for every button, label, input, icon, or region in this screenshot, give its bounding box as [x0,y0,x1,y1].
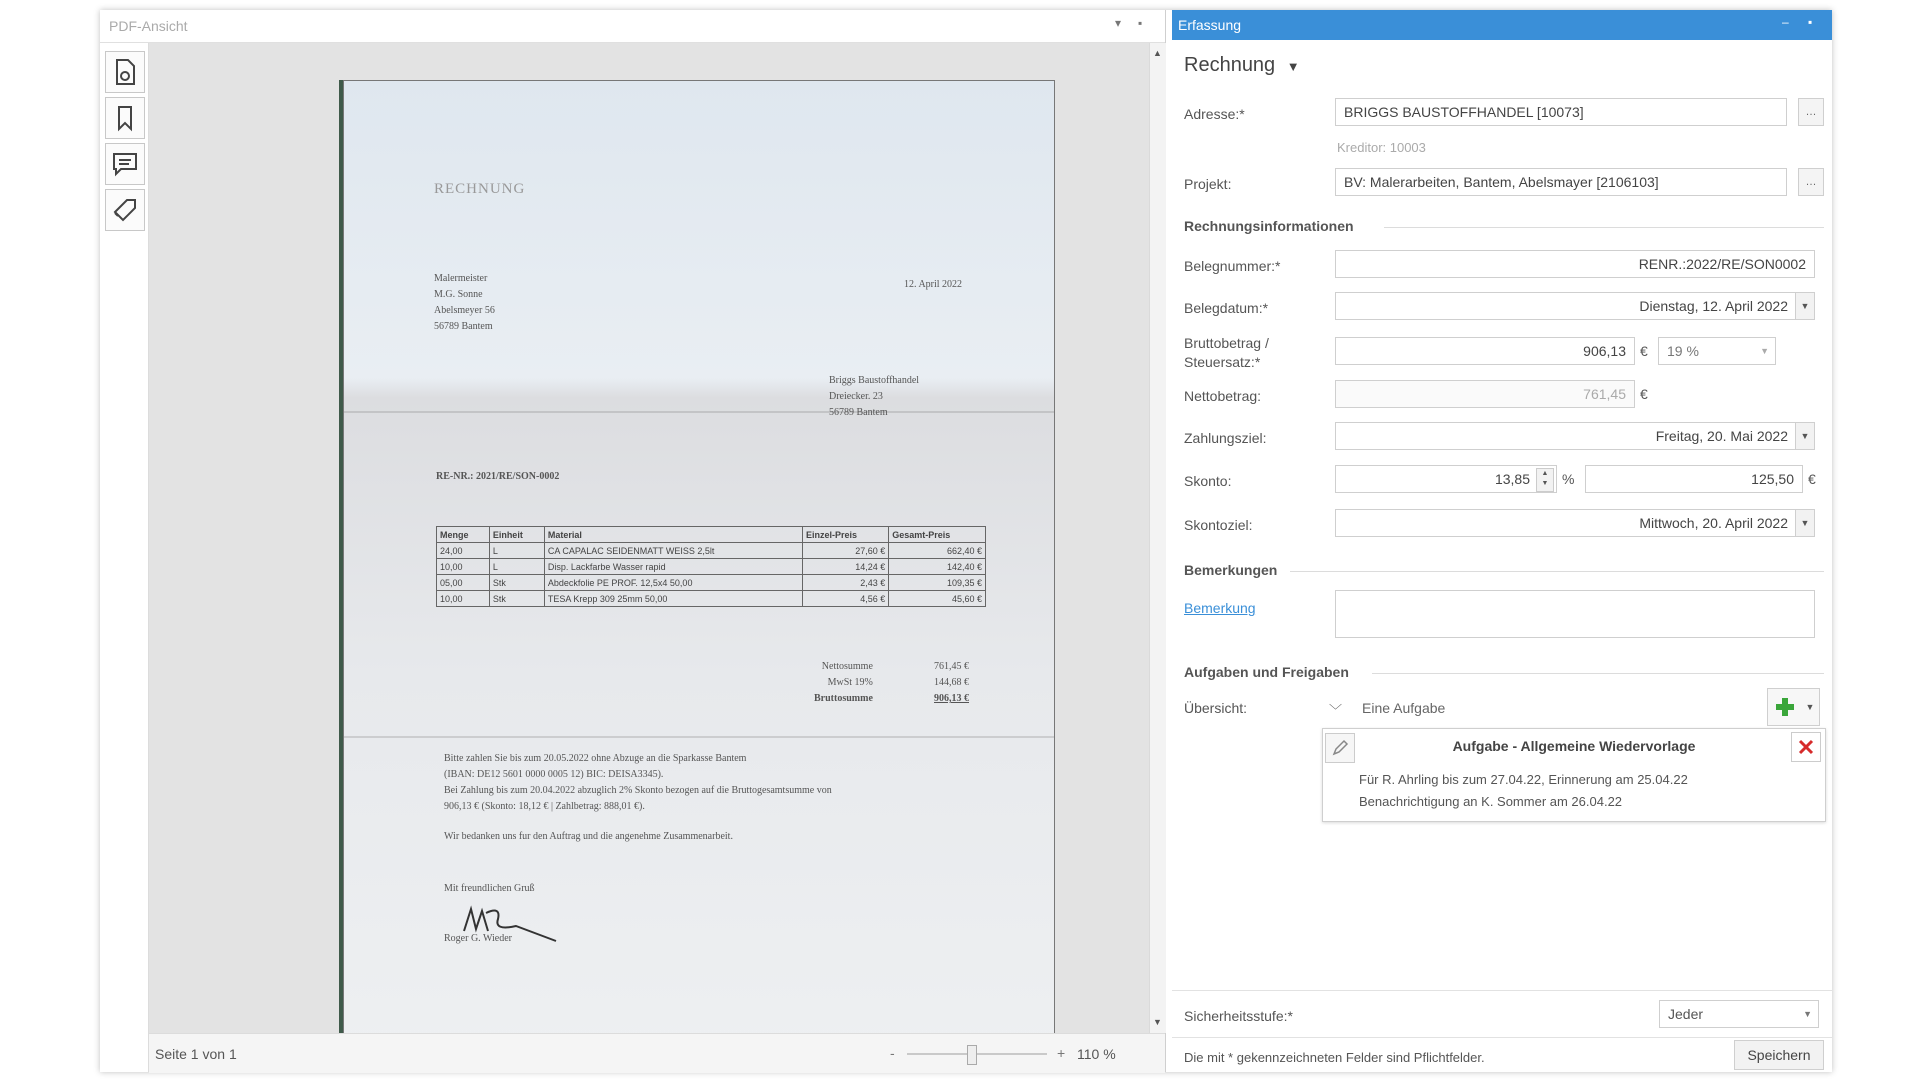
zoom-out-button[interactable]: - [890,1045,895,1061]
discount-amount-field[interactable]: 125,50 [1585,465,1803,493]
receipt-number-label: Belegnummer:* [1184,258,1281,274]
add-task-menu-button[interactable]: ▼ [1801,688,1820,726]
chevron-down-icon: ▼ [1286,59,1300,74]
currency-symbol: € [1808,471,1816,487]
close-icon [1797,738,1815,756]
currency-symbol: € [1640,386,1648,402]
chevron-down-icon[interactable]: ▼ [1795,510,1814,536]
net-amount-field: 761,45 [1335,380,1635,408]
zoom-in-button[interactable]: + [1057,1045,1066,1061]
currency-symbol: € [1640,343,1648,359]
add-task-button[interactable] [1767,688,1803,726]
doc-type-label: Rechnung [1184,54,1276,76]
divider [1372,673,1824,674]
tax-rate-value: 19 % [1667,343,1699,359]
security-level-label: Sicherheitsstufe:* [1184,1008,1293,1024]
task-details [1359,769,1688,813]
form-title: Erfassung [1178,17,1242,33]
zoom-level: 110 % [1077,1046,1116,1062]
pdf-viewport[interactable] [149,43,1149,1033]
zoom-slider-thumb[interactable] [967,1045,977,1065]
table-header: Einzel-Preis [802,527,888,543]
task-line: Für R. Ahrling bis zum 27.04.22, Erinnerung am 25.04.22 [1359,772,1688,787]
receipt-date-value: Dienstag, 12. April 2022 [1639,298,1788,314]
pin-icon[interactable]: ▪ [1808,15,1813,29]
divider [1384,227,1824,228]
divider [1172,1037,1832,1038]
remark-link[interactable]: Bemerkung [1184,600,1256,616]
discount-target-field[interactable] [1335,509,1815,537]
save-button[interactable]: Speichern [1734,1040,1824,1070]
table-row: 05,00 Stk Abdeckfolie PE PROF. 12,5x4 50,00 2,43 € 109,35 € [437,575,986,591]
task-line: Benachrichtigung an K. Sommer am 26.04.22 [1359,794,1623,809]
receipt-date-field[interactable] [1335,292,1815,320]
scroll-down-icon[interactable]: ▼ [1153,1017,1162,1027]
task-title: Aufgabe - Allgemeine Wiedervorlage [1452,738,1696,754]
security-level-select[interactable] [1659,1000,1819,1028]
discount-label: Skonto: [1184,473,1232,489]
tasks-section: Aufgaben und Freigaben [1184,664,1349,680]
receipt-date-label: Belegdatum:* [1184,300,1269,316]
gross-amount-label: Bruttobetrag / [1184,335,1269,351]
discount-target-label: Skontoziel: [1184,517,1253,533]
receipt-number-field[interactable]: RENR.:2022/RE/SON0002 [1335,250,1815,278]
payment-target-field[interactable] [1335,422,1815,450]
pin-icon[interactable]: ▪ [1138,16,1143,30]
percent-symbol: % [1562,471,1575,487]
table-header: Einheit [489,527,544,543]
invoice-page [343,80,1055,1072]
document-icon[interactable] [105,51,145,93]
greeting-text: Mit freundlichen Gruß [444,883,535,894]
divider [1172,990,1832,991]
bookmark-icon[interactable] [105,97,145,139]
overview-label: Übersicht: [1184,700,1248,716]
pdf-statusbar [149,1033,1165,1073]
chevron-down-icon: ▼ [1803,1009,1812,1019]
chevron-down-icon: ▼ [1760,346,1769,356]
expand-chevron-icon[interactable]: ﹀ [1329,703,1343,718]
table-header: Menge [437,527,490,543]
signature-name: Roger G. Wieder [444,933,513,944]
zoom-slider[interactable] [907,1053,1047,1055]
required-fields-note: Die mit * gekennzeichneten Felder sind Pflichtfelder. [1184,1050,1485,1065]
remark-textarea[interactable] [1335,590,1815,638]
comment-icon[interactable] [105,143,145,185]
page-info: Seite 1 von 1 [155,1046,237,1062]
plus-icon [1774,696,1796,718]
remarks-section: Bemerkungen [1184,562,1278,578]
tax-rate-label: Steuersatz:* [1184,354,1261,370]
chevron-down-icon[interactable]: ▼ [1795,423,1814,449]
recipient-address: Briggs Baustoffhandel Dreiecker. 23 56789 Bantem [829,375,920,418]
table-header: Gesamt-Preis [889,527,986,543]
sender-address: Malermeister M.G. Sonne Abelsmeyer 56 56789 Bantem [434,273,495,332]
address-field[interactable]: BRIGGS BAUSTOFFHANDEL [10073] [1335,98,1787,126]
divider [1290,571,1824,572]
discount-percent-field[interactable] [1335,465,1557,493]
project-picker-button[interactable]: … [1798,168,1824,196]
scroll-up-icon[interactable]: ▲ [1153,48,1162,58]
invoice-date: 12. April 2022 [904,279,963,290]
address-picker-button[interactable]: … [1798,98,1824,126]
pdf-view-panel [100,10,1166,1072]
pdf-toolbar [100,43,149,1072]
paper-fold [344,736,1054,738]
capture-form-panel [1172,10,1832,1072]
task-card[interactable] [1322,728,1826,822]
totals-labels: Nettosumme MwSt 19% Bruttosumme [814,661,873,704]
payment-terms: Bitte zahlen Sie bis zum 20.05.2022 ohne Abzuge an die Sparkasse Bantem (IBAN: DE12 5601 0000 0005 12) BIC: DEISA3345). Bei Zahlung bis zum 20.04.2022 abzuglich 2% Skonto bezogen auf die Bruttogesamtsumme von 906,13 € (Skonto: 18,12 € | Zahlbetrag: 888,01 €). [444,753,832,812]
panel-menu-icon[interactable]: ▾ [1115,16,1122,30]
payment-target-value: Freitag, 20. Mai 2022 [1655,428,1788,444]
table-row: 24,00 L CA CAPALAC SEIDENMATT WEISS 2,5lt 27,60 € 662,40 € [437,543,986,559]
address-label: Adresse:* [1184,106,1245,122]
pdf-view-titlebar [100,10,1165,43]
stepper-icon[interactable]: ▲ ▼ [1536,468,1554,492]
invoice-info-section: Rechnungsinformationen [1184,218,1354,234]
gross-amount-field[interactable]: 906,13 [1335,337,1635,365]
table-row: 10,00 L Disp. Lackfarbe Wasser rapid 14,24 € 142,40 € [437,559,986,575]
pdf-view-title: PDF-Ansicht [109,18,188,34]
table-row: 10,00 Stk TESA Krepp 309 25mm 50,00 4,56 € 45,60 € [437,591,986,607]
doc-type-selector[interactable] [1184,54,1300,77]
thanks-text: Wir bedanken uns fur den Auftrag und die angenehme Zusammenarbeit. [444,831,733,842]
form-titlebar [1172,10,1832,40]
net-amount-label: Nettobetrag: [1184,388,1262,404]
vertical-scrollbar[interactable] [1149,43,1166,1033]
tag-icon[interactable] [105,189,145,231]
invoice-number: RE-NR.: 2021/RE/SON-0002 [436,471,560,482]
project-field[interactable]: BV: Malerarbeiten, Bantem, Abelsmayer [2106103] [1335,168,1787,196]
invoice-table [436,526,986,607]
tax-rate-select[interactable] [1658,337,1776,365]
payment-target-label: Zahlungsziel: [1184,430,1267,446]
app-window [100,10,1832,1072]
totals-values: 761,45 € 144,68 € 906,13 € [934,661,969,704]
invoice-heading: RECHNUNG [434,181,526,197]
panel-menu-icon[interactable]: – [1782,15,1789,29]
project-label: Projekt: [1184,176,1232,192]
security-level-value: Jeder [1668,1006,1704,1022]
discount-target-value: Mittwoch, 20. April 2022 [1639,515,1788,531]
table-header: Material [544,527,802,543]
creditor-text: Kreditor: 10003 [1337,140,1426,155]
discount-percent-value: 13,85 [1494,471,1530,487]
delete-task-button[interactable] [1791,732,1821,762]
chevron-down-icon[interactable]: ▼ [1795,293,1814,319]
overview-value: Eine Aufgabe [1362,700,1446,716]
paper-fold [344,411,1054,413]
